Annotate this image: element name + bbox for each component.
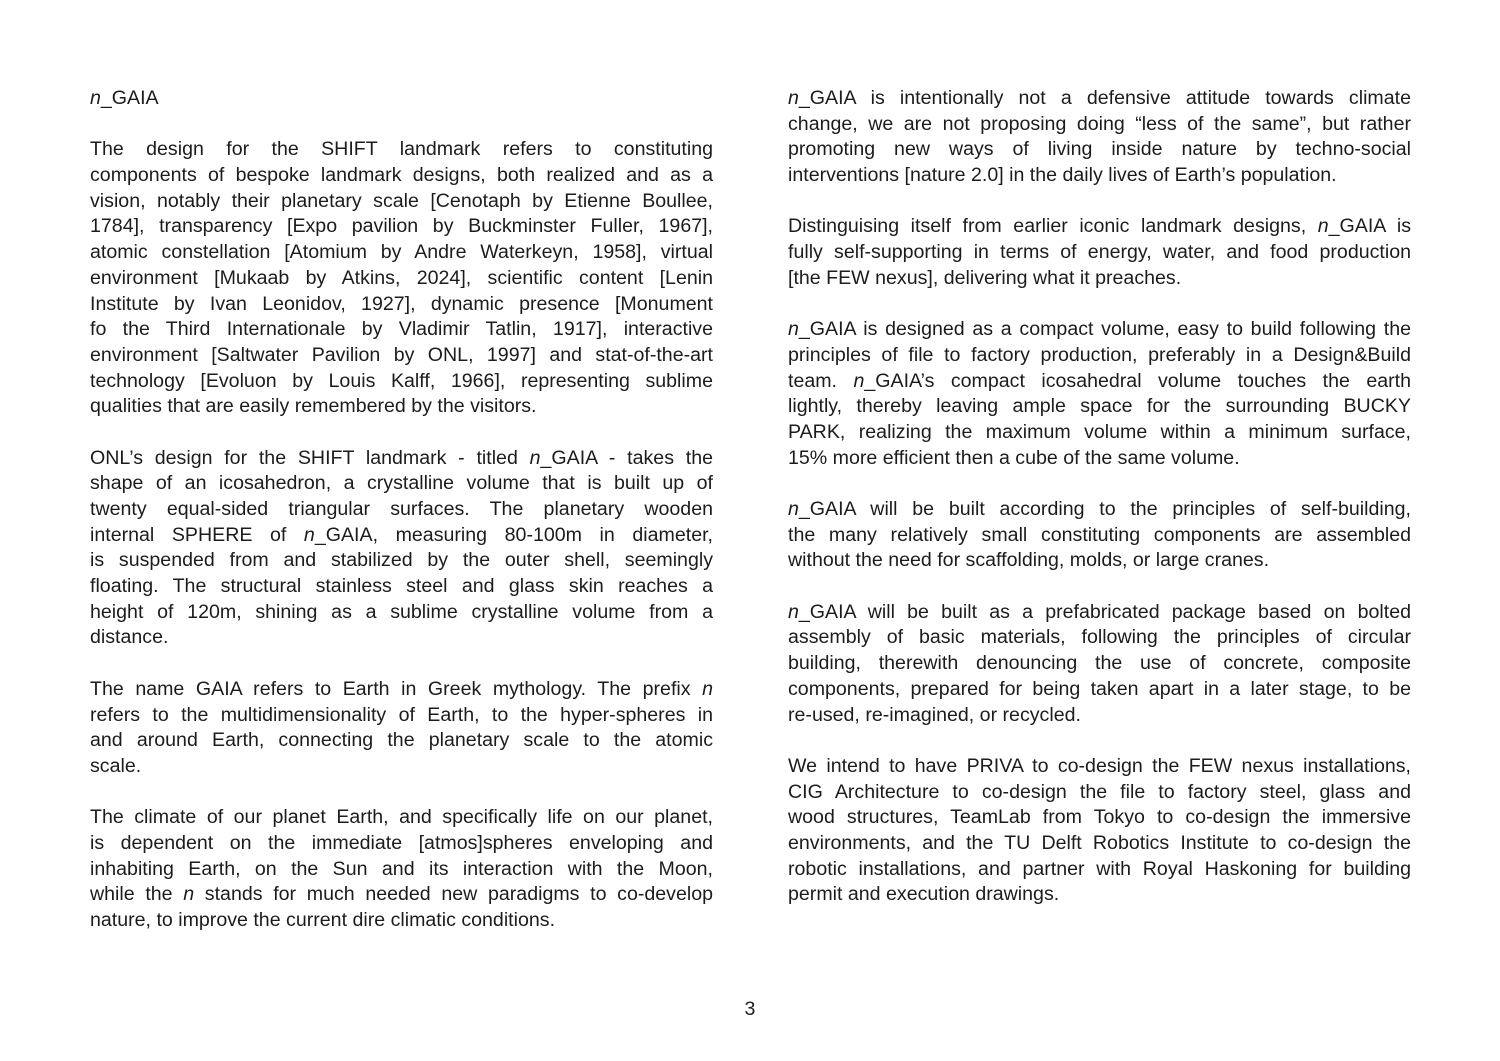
text-line: internal SPHERE of n_GAIA, measuring 80-100m in diameter, bbox=[90, 523, 713, 546]
text-line: nature, to improve the current dire climatic conditions. bbox=[90, 909, 556, 932]
text-line: fo the Third Internationale by Vladimir Tatlin, 1917], interactive bbox=[90, 318, 713, 341]
paragraph-self-building bbox=[788, 497, 1411, 574]
text-line: The design for the SHIFT landmark refers to constituting bbox=[90, 138, 713, 161]
text-line: is suspended from and stabilized by the outer shell, seemingly bbox=[90, 549, 713, 572]
text-line: We intend to have PRIVA to co-design the FEW nexus installations, bbox=[788, 754, 1411, 777]
text-line: while the n stands for much needed new paradigms to co-develop bbox=[90, 883, 714, 906]
text-line: permit and execution drawings. bbox=[788, 883, 1060, 906]
text-line: floating. The structural stainless steel and glass skin reaches a bbox=[90, 575, 713, 598]
right-column bbox=[788, 86, 1411, 934]
text-line: robotic installations, and partner with Royal Haskoning for building bbox=[788, 857, 1411, 880]
text-line: fully self-supporting in terms of energy, water, and food production bbox=[788, 241, 1411, 264]
text-line: re-used, re-imagined, or recycled. bbox=[788, 703, 1081, 726]
paragraph-design bbox=[90, 446, 713, 652]
paragraph-compact bbox=[788, 317, 1411, 471]
text-line: principles of file to factory production, preferably in a Design&Build bbox=[788, 343, 1411, 366]
text-line: n_GAIA will be built according to the principles of self-building, bbox=[788, 498, 1411, 520]
text-line: [the FEW nexus], delivering what it preaches. bbox=[788, 266, 1182, 289]
text-line: scale. bbox=[90, 754, 142, 777]
text-line: team. n_GAIA’s compact icosahedral volume touches the earth bbox=[788, 369, 1412, 392]
text-line: promoting new ways of living inside nature by techno-social bbox=[788, 138, 1411, 161]
text-line: interventions [nature 2.0] in the daily lives of Earth’s population. bbox=[788, 164, 1337, 187]
right-paragraphs bbox=[788, 86, 1411, 908]
text-line: 1784], transparency [Expo pavilion by Buckminster Fuller, 1967], bbox=[90, 215, 713, 238]
text-line: atomic constellation [Atomium by Andre Waterkeyn, 1958], virtual bbox=[90, 241, 713, 264]
text-line: the many relatively small constituting components are assembled bbox=[788, 523, 1411, 546]
text-line: n_GAIA is intentionally not a defensive attitude towards climate bbox=[788, 87, 1411, 109]
page-title: n_GAIA bbox=[90, 87, 159, 109]
text-line: vision, notably their planetary scale [Cenotaph by Etienne Boullee, bbox=[90, 189, 713, 212]
text-line: assembly of basic materials, following the principles of circular bbox=[788, 626, 1411, 649]
text-line: components of bespoke landmark designs, both realized and as a bbox=[90, 164, 713, 187]
paragraph-attitude bbox=[788, 86, 1411, 189]
paragraph-prefab bbox=[788, 600, 1411, 728]
text-line: technology [Evoluon by Louis Kalff, 1966], representing sublime bbox=[90, 369, 713, 392]
text-line: CIG Architecture to co-design the file to factory steel, glass and bbox=[788, 780, 1411, 803]
text-line: twenty equal-sided triangular surfaces. The planetary wooden bbox=[90, 498, 713, 521]
text-line: The climate of our planet Earth, and specifically life on our planet, bbox=[90, 806, 713, 829]
text-line: inhabiting Earth, on the Sun and its interaction with the Moon, bbox=[90, 857, 713, 880]
paragraph-climate bbox=[90, 805, 713, 933]
text-line: wood structures, TeamLab from Tokyo to co-design the immersive bbox=[788, 806, 1411, 829]
text-line: refers to the multidimensionality of Earth, to the hyper-spheres in bbox=[90, 703, 713, 726]
text-line: building, therewith denouncing the use of concrete, composite bbox=[788, 652, 1411, 675]
text-line: Distinguising itself from earlier iconic landmark designs, n_GAIA is bbox=[788, 215, 1411, 238]
text-line: n_GAIA is designed as a compact volume, easy to build following the bbox=[788, 318, 1411, 341]
text-line: lightly, thereby leaving ample space for the surrounding BUCKY bbox=[788, 395, 1411, 418]
text-line: n_GAIA will be built as a prefabricated package based on bolted bbox=[788, 600, 1411, 623]
text-line: and around Earth, connecting the planetary scale to the atomic bbox=[90, 729, 713, 752]
text-line: distance. bbox=[90, 626, 169, 649]
text-line: shape of an icosahedron, a crystalline volume that is built up of bbox=[90, 472, 713, 495]
paragraph-self-supporting bbox=[788, 214, 1411, 291]
text-line: is dependent on the immediate [atmos]spheres enveloping and bbox=[90, 831, 713, 854]
left-column bbox=[90, 86, 713, 959]
text-line: 15% more efficient then a cube of the same volume. bbox=[788, 446, 1240, 469]
text-line: change, we are not proposing doing “less of the same”, but rather bbox=[788, 112, 1411, 135]
text-line: height of 120m, shining as a sublime crystalline volume from a bbox=[90, 600, 713, 623]
text-line: qualities that are easily remembered by the visitors. bbox=[90, 395, 537, 418]
text-line: Institute by Ivan Leonidov, 1927], dynamic presence [Monument bbox=[90, 292, 713, 315]
paragraph-intro bbox=[90, 137, 713, 420]
text-line: ONL’s design for the SHIFT landmark - titled n_GAIA - takes the bbox=[90, 446, 713, 469]
left-paragraphs bbox=[90, 137, 713, 933]
text-line: environment [Saltwater Pavilion by ONL, 1997] and stat-of-the-art bbox=[90, 343, 713, 366]
text-line: PARK, realizing the maximum volume within a minimum surface, bbox=[788, 420, 1411, 443]
text-line: The name GAIA refers to Earth in Greek mythology. The prefix n bbox=[90, 677, 713, 700]
paragraph-partners bbox=[788, 754, 1411, 908]
text-line: environments, and the TU Delft Robotics Institute to co-design the bbox=[788, 831, 1411, 854]
text-line: components, prepared for being taken apart in a later stage, to be bbox=[788, 677, 1411, 700]
paragraph-name bbox=[90, 677, 713, 780]
text-line: without the need for scaffolding, molds, or large cranes. bbox=[788, 549, 1270, 572]
text-line: environment [Mukaab by Atkins, 2024], scientific content [Lenin bbox=[90, 266, 713, 289]
page-number: 3 bbox=[744, 998, 756, 1020]
